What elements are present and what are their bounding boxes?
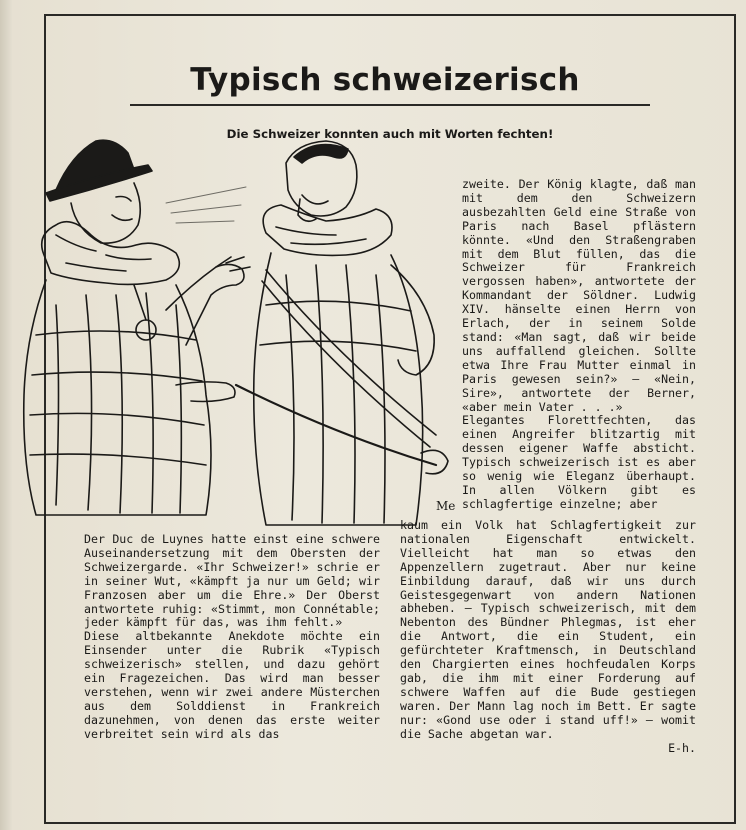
column-right-top	[462, 178, 696, 512]
page-edge	[0, 0, 12, 830]
article-subtitle: Die Schweizer konnten auch mit Worten fechten!	[226, 127, 554, 141]
paragraph: kaum ein Volk hat Schlagfertigkeit zur nationalen Eigenschaft entwickelt. Vielleicht hat man so etwas den Appenzellern zugetraut. Aber nur keine Einbildung darauf, daß wir uns durch Geistesgegenwart von andern Nationen abheben. — Typisch schweizerisch, mit dem Nebenton des Bündner Phlegmas, ist eher die Antwort, die ein Student, ein gefürchteter Kraftmensch, in Deutschland den Chargierten eines hochfeudalen Korps gab, die ihm mit einer Forderung auf schwere Waffen auf die Bude gestiegen waren. Der Mann lag noch im Bett. Er sagte nur: «Gond use oder i stand uff!» — womit die Sache abgetan war.	[400, 518, 696, 741]
artist-signature: Me	[436, 499, 456, 513]
paragraph: Der Duc de Luynes hatte einst eine schwere Auseinandersetzung mit dem Obersten der Schweizergarde. «Ihr Schweizer!» schrie er in seiner Wut, «kämpft ja nur um Geld; wir Franzosen aber um die Ehre.» Der Oberst antwortete ruhig: «Stimmt, mon Connétable; jeder kämpft für das, was ihm fehlt.»	[84, 532, 380, 630]
illustration-two-swiss-men	[16, 135, 456, 530]
paragraph: Diese altbekannte Anekdote möchte ein Einsender unter die Rubrik «Typisch schweizerisch» stellen, und dazu gehört ein Fragezeichen. Das wird man besser verstehen, wenn wir zwei andere Müsterchen aus dem Solddienst in Frankreich dazunehmen, von denen das erste weiter verbreitet sein wird als das	[84, 629, 380, 741]
title-rule	[130, 104, 650, 106]
article-title: Typisch schweizerisch	[190, 62, 580, 98]
column-right-bottom	[400, 519, 696, 755]
paragraph: zweite. Der König klagte, daß man mit dem den Schweizern ausbezahlten Geld eine Straße von Paris nach Basel pflästern könnte. «Und den Straßengraben mit dem Blut füllen, das die Schweizer für Frankreich vergossen haben», antwortete der Kommandant der Söldner. Ludwig XIV. hänselte einen Herrn von Erlach, der in seinem Solde stand: «Man sagt, daß wir beide uns auffallend gleichen. Sollte etwa Ihre Frau Mutter einmal in Paris gewesen sein?» — «Nein, Sire», antwortete der Berner, «aber mein Vater . . .»	[462, 177, 696, 414]
author-signature: E-h.	[668, 740, 696, 755]
column-left	[84, 533, 380, 742]
paragraph: Elegantes Florettfechten, das einen Angreifer blitzartig mit dessen eigener Waffe absticht. Typisch schweizerisch ist es aber so wenig wie Eleganz überhaupt. In allen Völkern gibt es schlagfertige einzelne; aber	[462, 413, 696, 511]
